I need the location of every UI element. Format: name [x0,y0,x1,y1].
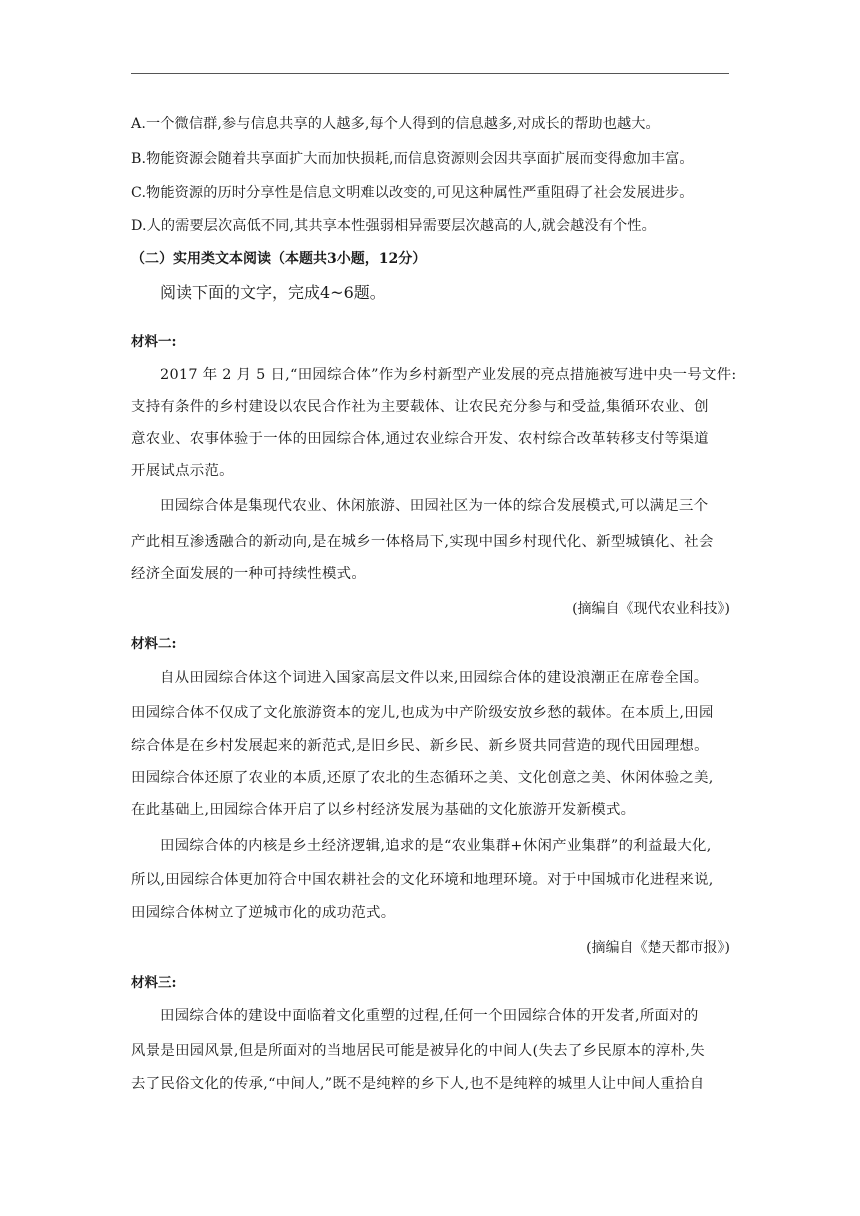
material1-line: 田园综合体是集现代农业、休闲旅游、田园社区为一体的综合发展模式,可以满足三个 [160,498,709,514]
material1-source: (摘编自《现代农业科技》) [572,601,730,617]
material3-label: 材料三: [131,975,177,991]
reading-instruction: 阅读下面的文字，完成4~6题。 [160,283,386,302]
material2-label: 材料二: [131,636,177,652]
material2-line: 自从田园综合体这个词进入国家高层文件以来,田园综合体的建设浪潮正在席卷全国。 [160,670,709,686]
material3-line: 去了民俗文化的传承,“中间人,”既不是纯粹的乡下人,也不是纯粹的城里人让中间人重拾自 [131,1076,705,1092]
material2-line: 田园综合体树立了逆城市化的成功范式。 [131,905,396,921]
option-b: B.物能资源会随着共享面扩大而加快损耗,而信息资源则会因共享面扩展而变得愈加丰富。 [131,151,694,167]
section-heading: （二）实用类文本阅读（本题共3小题，12分） [131,251,427,267]
material2-line: 所以,田园综合体更加符合中国农耕社会的文化环境和地理环境。对于中国城市化进程来说, [131,872,714,888]
material1-label: 材料一: [131,334,177,350]
material1-line: 意农业、农事体验于一体的田园综合体,通过农业综合开发、农村综合改革转移支付等渠道 [131,431,709,447]
material2-line: 在此基础上,田园综合体开启了以乡村经济发展为基础的文化旅游开发新模式。 [131,802,636,818]
material2-source: (摘编自《楚天都市报》) [586,940,730,956]
material1-line: 支持有条件的乡村建设以农民合作社为主要载体、让农民充分参与和受益,集循环农业、创 [131,399,709,415]
material2-line: 综合体是在乡村发展起来的新范式,是旧乡民、新乡民、新乡贤共同营造的现代田园理想。 [131,738,709,754]
material2-line: 田园综合体还原了农业的本质,还原了农北的生态循环之美、文化创意之美、休闲体验之美, [131,770,714,786]
material1-line: 2017 年 2 月 5 日,“田园综合体”作为乡村新型产业发展的亮点措施被写进中央一号文件: [160,367,737,383]
material2-line: 田园综合体不仅成了文化旅游资本的宠儿,也成为中产阶级安放乡愁的载体。在本质上,田园 [131,705,714,721]
material1-line: 产此相互渗透融合的新动向,是在城乡一体格局下,实现中国乡村现代化、新型城镇化、社会 [131,534,714,550]
option-c: C.物能资源的历时分享性是信息文明难以改变的,可见这种属性严重阻碍了社会发展进步。 [131,185,694,201]
header-rule [131,73,729,74]
material1-line: 经济全面发展的一种可持续性模式。 [131,566,367,582]
material1-line: 开展试点示范。 [131,463,234,479]
option-a: A.一个微信群,参与信息共享的人越多,每个人得到的信息越多,对成长的帮助也越大。 [131,116,660,132]
material2-line: 田园综合体的内核是乡土经济逻辑,追求的是“农业集群+休闲产业集群”的利益最大化, [160,838,712,854]
material3-line: 风景是田园风景,但是所面对的当地居民可能是被异化的中间人(失去了乡民原本的淳朴,失 [131,1043,705,1059]
option-d: D.人的需要层次高低不同,其共享本性强弱相异需要层次越高的人,就会越没有个性。 [131,218,656,234]
material3-line: 田园综合体的建设中面临着文化重塑的过程,任何一个田园综合体的开发者,所面对的 [160,1008,699,1024]
